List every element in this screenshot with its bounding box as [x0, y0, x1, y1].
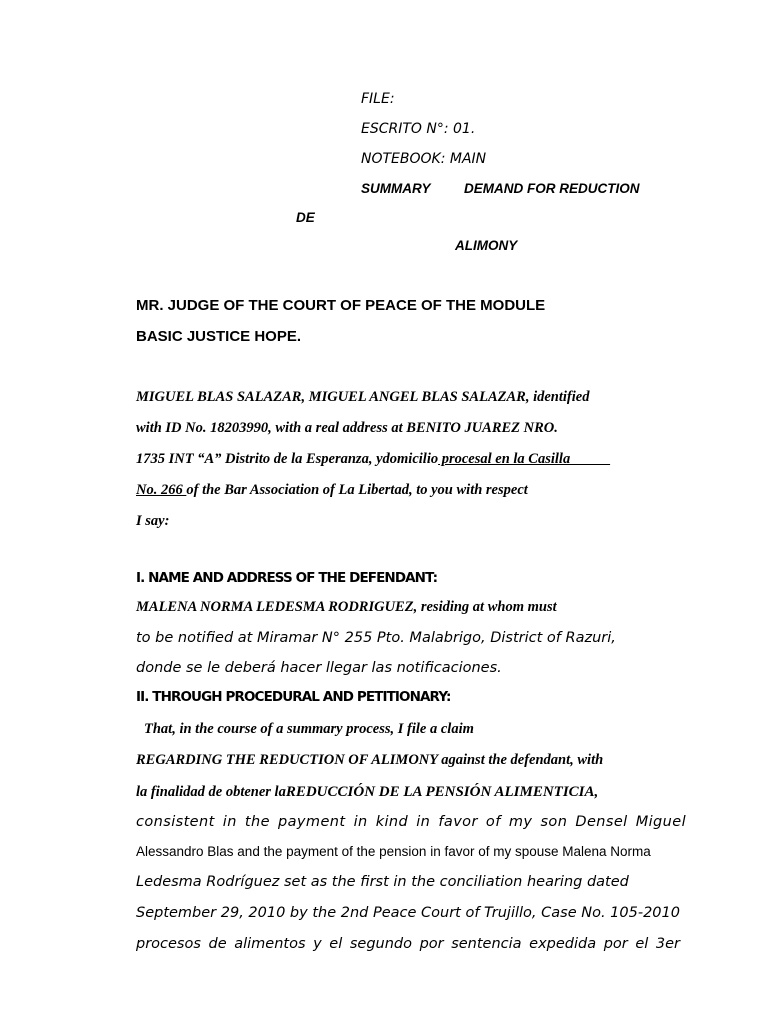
section-1-line-2: to be notified at Miramar N° 255 Pto. Malabrigo, District of Razuri,	[136, 630, 616, 646]
section-2-line-7: September 29, 2010 by the 2nd Peace Court of Trujillo, Case No. 105-2010	[136, 905, 680, 921]
intro-casilla: procesal en la Casilla	[438, 451, 611, 467]
de-label: DE	[296, 210, 315, 225]
summary-label: SUMMARY	[361, 181, 431, 196]
section-2-line-5: Alessandro Blas and the payment of the pension in favor of my spouse Malena Norma	[136, 844, 651, 859]
intro-line-3	[136, 452, 610, 467]
intro-line-2: with ID No. 18203990, with a real address at BENITO JUAREZ NRO.	[136, 420, 558, 436]
section-2-line-3: la finalidad de obtener laREDUCCIÓN DE LA PENSIÓN ALIMENTICIA,	[136, 784, 599, 800]
intro-line-3-text: 1735 INT “A” Distrito de la Esperanza, ydomicilio	[136, 451, 439, 467]
intro-line-5: I say:	[136, 513, 170, 529]
reduction-title: REDUCCIÓN DE LA PENSIÓN ALIMENTICIA,	[285, 784, 599, 800]
section-1-line-1: MALENA NORMA LEDESMA RODRIGUEZ, residing at whom must	[136, 599, 557, 615]
section-2-line-1: That, in the course of a summary process, I file a claim	[144, 721, 474, 737]
section-2-line-6: Ledesma Rodríguez set as the first in the conciliation hearing dated	[136, 874, 629, 890]
intro-line-1: MIGUEL BLAS SALAZAR, MIGUEL ANGEL BLAS SALAZAR, identified	[136, 389, 590, 405]
alimony-label: ALIMONY	[455, 238, 518, 253]
intro-line-4-text: of the Bar Association of La Libertad, to you with respect	[186, 482, 528, 498]
claim-subject: REGARDING THE REDUCTION OF ALIMONY	[136, 752, 438, 768]
file-label: FILE:	[361, 91, 395, 107]
section-1-heading: I. NAME AND ADDRESS OF THE DEFENDANT:	[136, 570, 438, 586]
addressee-line-2: BASIC JUSTICE HOPE.	[136, 328, 302, 345]
intro-line-4	[136, 483, 585, 498]
section-2-line-4: consistent in the payment in kind in favor of my son Densel Miguel	[136, 814, 686, 830]
defendant-name: MALENA NORMA LEDESMA RODRIGUEZ,	[136, 599, 418, 615]
demand-label: DEMAND FOR REDUCTION	[464, 181, 640, 196]
intro-casilla-number: No. 266	[136, 482, 187, 498]
addressee-line-1: MR. JUDGE OF THE COURT OF PEACE OF THE MODULE	[136, 297, 546, 314]
section-1-line-3: donde se le deberá hacer llegar las notificaciones.	[136, 660, 502, 676]
section-2-line-2: REGARDING THE REDUCTION OF ALIMONY against the defendant, with	[136, 752, 604, 768]
notebook-label: NOTEBOOK: MAIN	[361, 151, 487, 167]
escrito-number: ESCRITO N°: 01.	[361, 121, 476, 137]
section-2-line-8: procesos de alimentos y el segundo por sentencia expedida por el 3er	[136, 936, 680, 952]
section-2-heading: II. THROUGH PROCEDURAL AND PETITIONARY:	[136, 689, 451, 705]
